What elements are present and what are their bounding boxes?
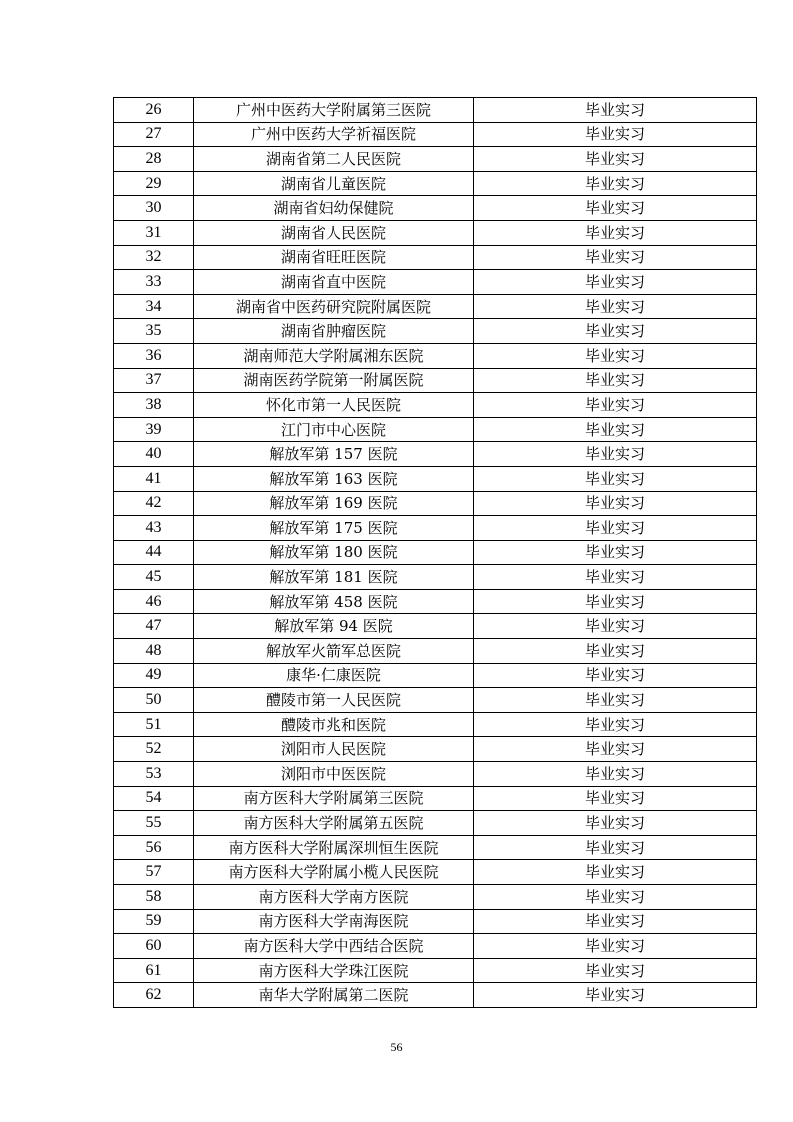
row-number-cell: 29 xyxy=(114,171,194,196)
row-number-cell: 54 xyxy=(114,786,194,811)
row-number-cell: 48 xyxy=(114,639,194,664)
row-number-cell: 51 xyxy=(114,712,194,737)
row-number-cell: 41 xyxy=(114,466,194,491)
table-row xyxy=(114,811,757,836)
internship-type-cell: 毕业实习 xyxy=(474,540,757,565)
row-number-cell: 38 xyxy=(114,393,194,418)
table-row xyxy=(114,737,757,762)
internship-type-cell: 毕业实习 xyxy=(474,393,757,418)
internship-type-cell: 毕业实习 xyxy=(474,220,757,245)
hospital-name-cell: 解放军火箭军总医院 xyxy=(194,639,474,664)
table-row xyxy=(114,565,757,590)
table-row xyxy=(114,614,757,639)
internship-type-cell: 毕业实习 xyxy=(474,565,757,590)
internship-type-cell: 毕业实习 xyxy=(474,491,757,516)
hospital-name-cell: 浏阳市中医医院 xyxy=(194,762,474,787)
internship-type-cell: 毕业实习 xyxy=(474,589,757,614)
row-number-cell: 58 xyxy=(114,885,194,910)
table-row xyxy=(114,885,757,910)
row-number-cell: 53 xyxy=(114,762,194,787)
row-number-cell: 27 xyxy=(114,122,194,147)
table-row xyxy=(114,712,757,737)
hospital-name-cell: 湖南省妇幼保健院 xyxy=(194,196,474,221)
table-row xyxy=(114,688,757,713)
row-number-cell: 35 xyxy=(114,319,194,344)
internship-type-cell: 毕业实习 xyxy=(474,614,757,639)
table-row xyxy=(114,786,757,811)
row-number-cell: 59 xyxy=(114,909,194,934)
row-number-cell: 32 xyxy=(114,245,194,270)
table-row xyxy=(114,909,757,934)
table-row xyxy=(114,343,757,368)
row-number-cell: 36 xyxy=(114,343,194,368)
row-number-cell: 57 xyxy=(114,860,194,885)
table-row xyxy=(114,220,757,245)
internship-type-cell: 毕业实习 xyxy=(474,835,757,860)
internship-type-cell: 毕业实习 xyxy=(474,516,757,541)
hospital-name-cell: 南方医科大学南方医院 xyxy=(194,885,474,910)
table-body xyxy=(114,98,757,1008)
hospital-name-cell: 解放军第 94 医院 xyxy=(194,614,474,639)
internship-type-cell: 毕业实习 xyxy=(474,245,757,270)
hospital-name-cell: 解放军第 181 医院 xyxy=(194,565,474,590)
hospital-name-cell: 解放军第 163 医院 xyxy=(194,466,474,491)
table-row xyxy=(114,466,757,491)
hospital-name-cell: 南方医科大学附属第五医院 xyxy=(194,811,474,836)
table-row xyxy=(114,270,757,295)
table-row xyxy=(114,983,757,1008)
table-row xyxy=(114,589,757,614)
row-number-cell: 44 xyxy=(114,540,194,565)
hospital-name-cell: 南方医科大学南海医院 xyxy=(194,909,474,934)
internship-type-cell: 毕业实习 xyxy=(474,909,757,934)
internship-type-cell: 毕业实习 xyxy=(474,983,757,1008)
table-row xyxy=(114,122,757,147)
hospital-name-cell: 南方医科大学附属深圳恒生医院 xyxy=(194,835,474,860)
hospital-name-cell: 湖南省肿瘤医院 xyxy=(194,319,474,344)
hospital-name-cell: 醴陵市第一人民医院 xyxy=(194,688,474,713)
hospital-name-cell: 南华大学附属第二医院 xyxy=(194,983,474,1008)
table-row xyxy=(114,663,757,688)
row-number-cell: 52 xyxy=(114,737,194,762)
internship-type-cell: 毕业实习 xyxy=(474,737,757,762)
internship-type-cell: 毕业实习 xyxy=(474,343,757,368)
internship-type-cell: 毕业实习 xyxy=(474,934,757,959)
hospital-name-cell: 湖南医药学院第一附属医院 xyxy=(194,368,474,393)
internship-type-cell: 毕业实习 xyxy=(474,98,757,123)
row-number-cell: 37 xyxy=(114,368,194,393)
table-row xyxy=(114,958,757,983)
hospital-name-cell: 湖南省旺旺医院 xyxy=(194,245,474,270)
row-number-cell: 47 xyxy=(114,614,194,639)
table-row xyxy=(114,934,757,959)
table-row xyxy=(114,417,757,442)
table-row xyxy=(114,294,757,319)
table-row xyxy=(114,639,757,664)
table-row xyxy=(114,393,757,418)
table-row xyxy=(114,368,757,393)
internship-type-cell: 毕业实习 xyxy=(474,294,757,319)
row-number-cell: 55 xyxy=(114,811,194,836)
hospital-name-cell: 南方医科大学中西结合医院 xyxy=(194,934,474,959)
internship-type-cell: 毕业实习 xyxy=(474,442,757,467)
table-row xyxy=(114,98,757,123)
hospital-name-cell: 解放军第 169 医院 xyxy=(194,491,474,516)
hospital-name-cell: 解放军第 180 医院 xyxy=(194,540,474,565)
internship-type-cell: 毕业实习 xyxy=(474,417,757,442)
hospital-name-cell: 解放军第 157 医院 xyxy=(194,442,474,467)
hospital-name-cell: 南方医科大学附属第三医院 xyxy=(194,786,474,811)
hospital-name-cell: 醴陵市兆和医院 xyxy=(194,712,474,737)
row-number-cell: 46 xyxy=(114,589,194,614)
hospital-name-cell: 湖南省人民医院 xyxy=(194,220,474,245)
table-row xyxy=(114,442,757,467)
internship-type-cell: 毕业实习 xyxy=(474,368,757,393)
row-number-cell: 30 xyxy=(114,196,194,221)
hospital-name-cell: 康华·仁康医院 xyxy=(194,663,474,688)
table-row xyxy=(114,171,757,196)
table-row xyxy=(114,491,757,516)
hospital-name-cell: 湖南省中医药研究院附属医院 xyxy=(194,294,474,319)
table-row xyxy=(114,245,757,270)
row-number-cell: 50 xyxy=(114,688,194,713)
hospital-name-cell: 广州中医药大学附属第三医院 xyxy=(194,98,474,123)
row-number-cell: 56 xyxy=(114,835,194,860)
table-row xyxy=(114,860,757,885)
row-number-cell: 31 xyxy=(114,220,194,245)
hospital-name-cell: 南方医科大学珠江医院 xyxy=(194,958,474,983)
row-number-cell: 40 xyxy=(114,442,194,467)
row-number-cell: 26 xyxy=(114,98,194,123)
row-number-cell: 42 xyxy=(114,491,194,516)
table-row xyxy=(114,319,757,344)
table-row xyxy=(114,762,757,787)
internship-type-cell: 毕业实习 xyxy=(474,762,757,787)
row-number-cell: 60 xyxy=(114,934,194,959)
internship-type-cell: 毕业实习 xyxy=(474,270,757,295)
internship-type-cell: 毕业实习 xyxy=(474,885,757,910)
hospital-name-cell: 湖南省第二人民医院 xyxy=(194,147,474,172)
table-row xyxy=(114,540,757,565)
internship-type-cell: 毕业实习 xyxy=(474,639,757,664)
table-row xyxy=(114,147,757,172)
page-number: 56 xyxy=(390,1040,403,1054)
hospital-name-cell: 湖南省儿童医院 xyxy=(194,171,474,196)
internship-type-cell: 毕业实习 xyxy=(474,319,757,344)
row-number-cell: 61 xyxy=(114,958,194,983)
hospital-name-cell: 怀化市第一人民医院 xyxy=(194,393,474,418)
row-number-cell: 43 xyxy=(114,516,194,541)
hospital-name-cell: 广州中医药大学祈福医院 xyxy=(194,122,474,147)
internship-type-cell: 毕业实习 xyxy=(474,663,757,688)
row-number-cell: 28 xyxy=(114,147,194,172)
hospital-name-cell: 湖南省直中医院 xyxy=(194,270,474,295)
table-row xyxy=(114,196,757,221)
hospital-name-cell: 湖南师范大学附属湘东医院 xyxy=(194,343,474,368)
internship-type-cell: 毕业实习 xyxy=(474,811,757,836)
row-number-cell: 49 xyxy=(114,663,194,688)
hospital-name-cell: 浏阳市人民医院 xyxy=(194,737,474,762)
table-row xyxy=(114,516,757,541)
internship-type-cell: 毕业实习 xyxy=(474,712,757,737)
internship-type-cell: 毕业实习 xyxy=(474,147,757,172)
internship-type-cell: 毕业实习 xyxy=(474,196,757,221)
hospital-table xyxy=(113,97,757,1008)
table-row xyxy=(114,835,757,860)
hospital-name-cell: 南方医科大学附属小榄人民医院 xyxy=(194,860,474,885)
internship-type-cell: 毕业实习 xyxy=(474,688,757,713)
internship-type-cell: 毕业实习 xyxy=(474,958,757,983)
row-number-cell: 34 xyxy=(114,294,194,319)
row-number-cell: 62 xyxy=(114,983,194,1008)
hospital-name-cell: 解放军第 175 医院 xyxy=(194,516,474,541)
hospital-name-cell: 解放军第 458 医院 xyxy=(194,589,474,614)
row-number-cell: 39 xyxy=(114,417,194,442)
internship-type-cell: 毕业实习 xyxy=(474,786,757,811)
internship-type-cell: 毕业实习 xyxy=(474,860,757,885)
hospital-name-cell: 江门市中心医院 xyxy=(194,417,474,442)
row-number-cell: 33 xyxy=(114,270,194,295)
internship-type-cell: 毕业实习 xyxy=(474,466,757,491)
row-number-cell: 45 xyxy=(114,565,194,590)
internship-type-cell: 毕业实习 xyxy=(474,122,757,147)
internship-type-cell: 毕业实习 xyxy=(474,171,757,196)
